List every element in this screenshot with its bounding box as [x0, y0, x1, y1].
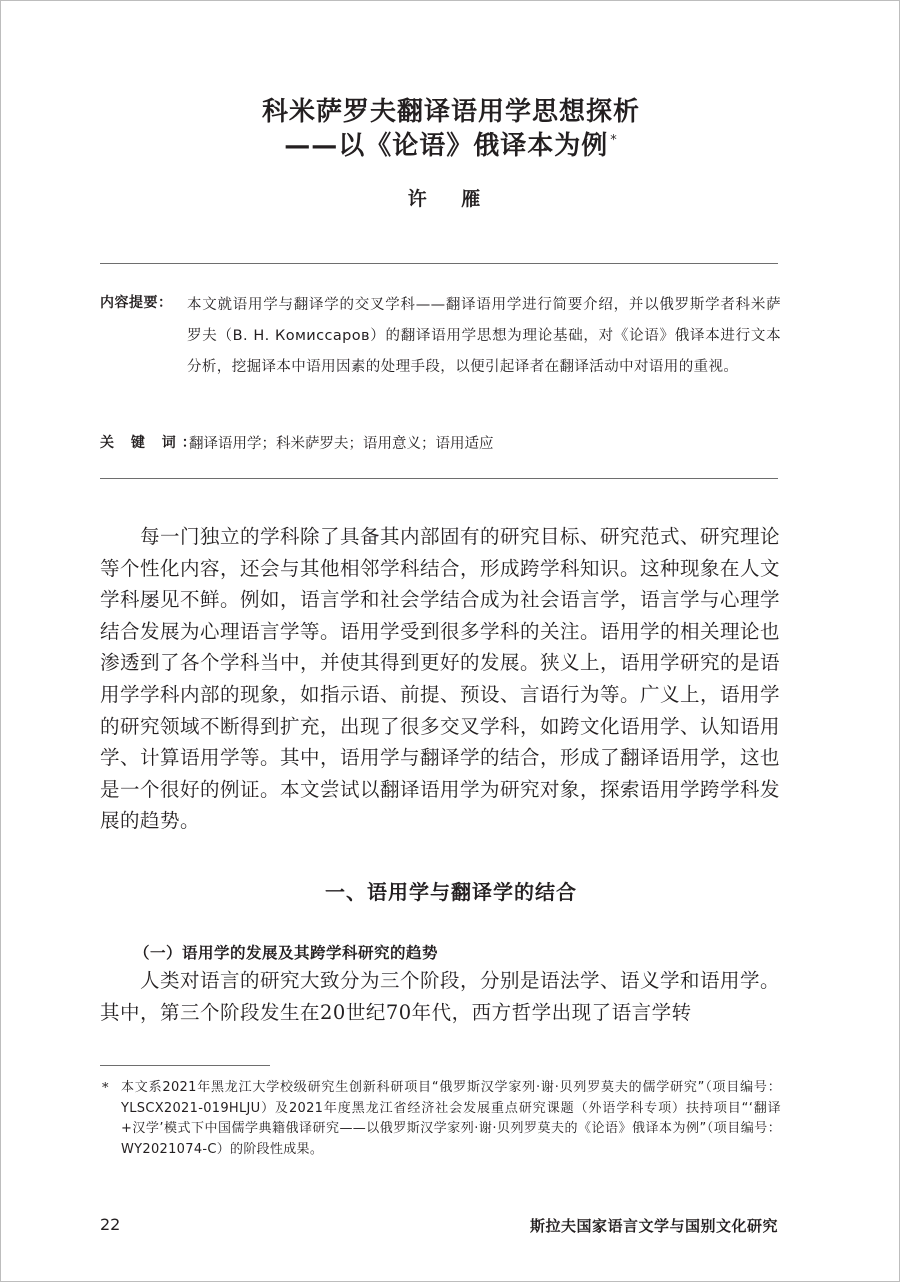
- section-paragraph: 人类对语言的研究大致分为三个阶段，分别是语法学、语义学和语用学。其中，第三个阶段发生在20世纪70年代，西方哲学出现了语言学转: [100, 969, 781, 1024]
- intro-paragraph: 每一门独立的学科除了具备其内部固有的研究目标、研究范式、研究理论等个性化内容，还会与其他相邻学科结合，形成跨学科知识。这种现象在人文学科屡见不鲜。例如，语言学和社会学结合成为社会语言学，语言学与心理学结合发展为心理语言学等。语用学受到很多学科的关注。语用学的相关理论也渗透到了各个学科当中，并使其得到更好的发展。狭义上，语用学研究的是语用学学科内部的现象，如指示语、前提、预设、言语行为等。广义上，语用学的研究领域不断得到扩充，出现了很多交叉学科，如跨文化语用学、认知语用学、计算语用学等。其中，语用学与翻译学的结合，形成了翻译语用学，这也是一个很好的例证。本文尝试以翻译语用学为研究对象，探索语用学跨学科发展的趋势。: [100, 525, 781, 833]
- keywords-text: 翻译语用学；科米萨罗夫；语用意义；语用适应: [189, 436, 494, 452]
- subtitle-text: ——以《论语》俄译本为例: [284, 131, 609, 161]
- page-number: 22: [100, 1215, 121, 1234]
- title-footnote-mark[interactable]: *: [610, 133, 618, 149]
- abstract-text: 本文就语用学与翻译学的交叉学科——翻译语用学进行简要介绍，并以俄罗斯学者科米萨罗夫（В. Н. Комиссаров）的翻译语用学思想为理论基础，对《论语》俄译本进行文本分析，挖掘译本中语用因素的处理手段，以便引起译者在翻译活动中对语用的重视。: [187, 297, 781, 375]
- journal-name: 斯拉夫国家语言文学与国别文化研究: [529, 1217, 778, 1235]
- abstract-top-rule: [100, 263, 778, 264]
- abstract-label: 内容提要：: [100, 295, 173, 311]
- author-name: 许 雁: [407, 188, 495, 210]
- section-heading: 一、语用学与翻译学的结合: [325, 880, 577, 904]
- article-subtitle: [1, 125, 900, 162]
- footnote-mark: *: [102, 1081, 109, 1096]
- footnote-text: 本文系2021年黑龙江大学校级研究生创新科研项目“俄罗斯汉学家列·谢·贝列罗莫夫的儒学研究”（项目编号：YLSCX2021-019HLJU）及2021年度黑龙江省经济社会发展重点研究课题（外语学科专项）扶持项目“‘翻译+汉学’模式下中国儒学典籍俄译研究——以俄罗斯汉学家列·谢·贝列罗莫夫的《论语》俄译本为例”（项目编号：WY2021074-C）的阶段性成果。: [121, 1080, 781, 1157]
- subsection-heading: （一）语用学的发展及其跨学科研究的趋势: [134, 944, 439, 962]
- footnote-rule: [100, 1065, 270, 1066]
- article-title: 科米萨罗夫翻译语用学思想探析: [261, 97, 640, 127]
- abstract-bottom-rule: [100, 478, 778, 479]
- keywords-label: 关 键 词：: [100, 435, 202, 451]
